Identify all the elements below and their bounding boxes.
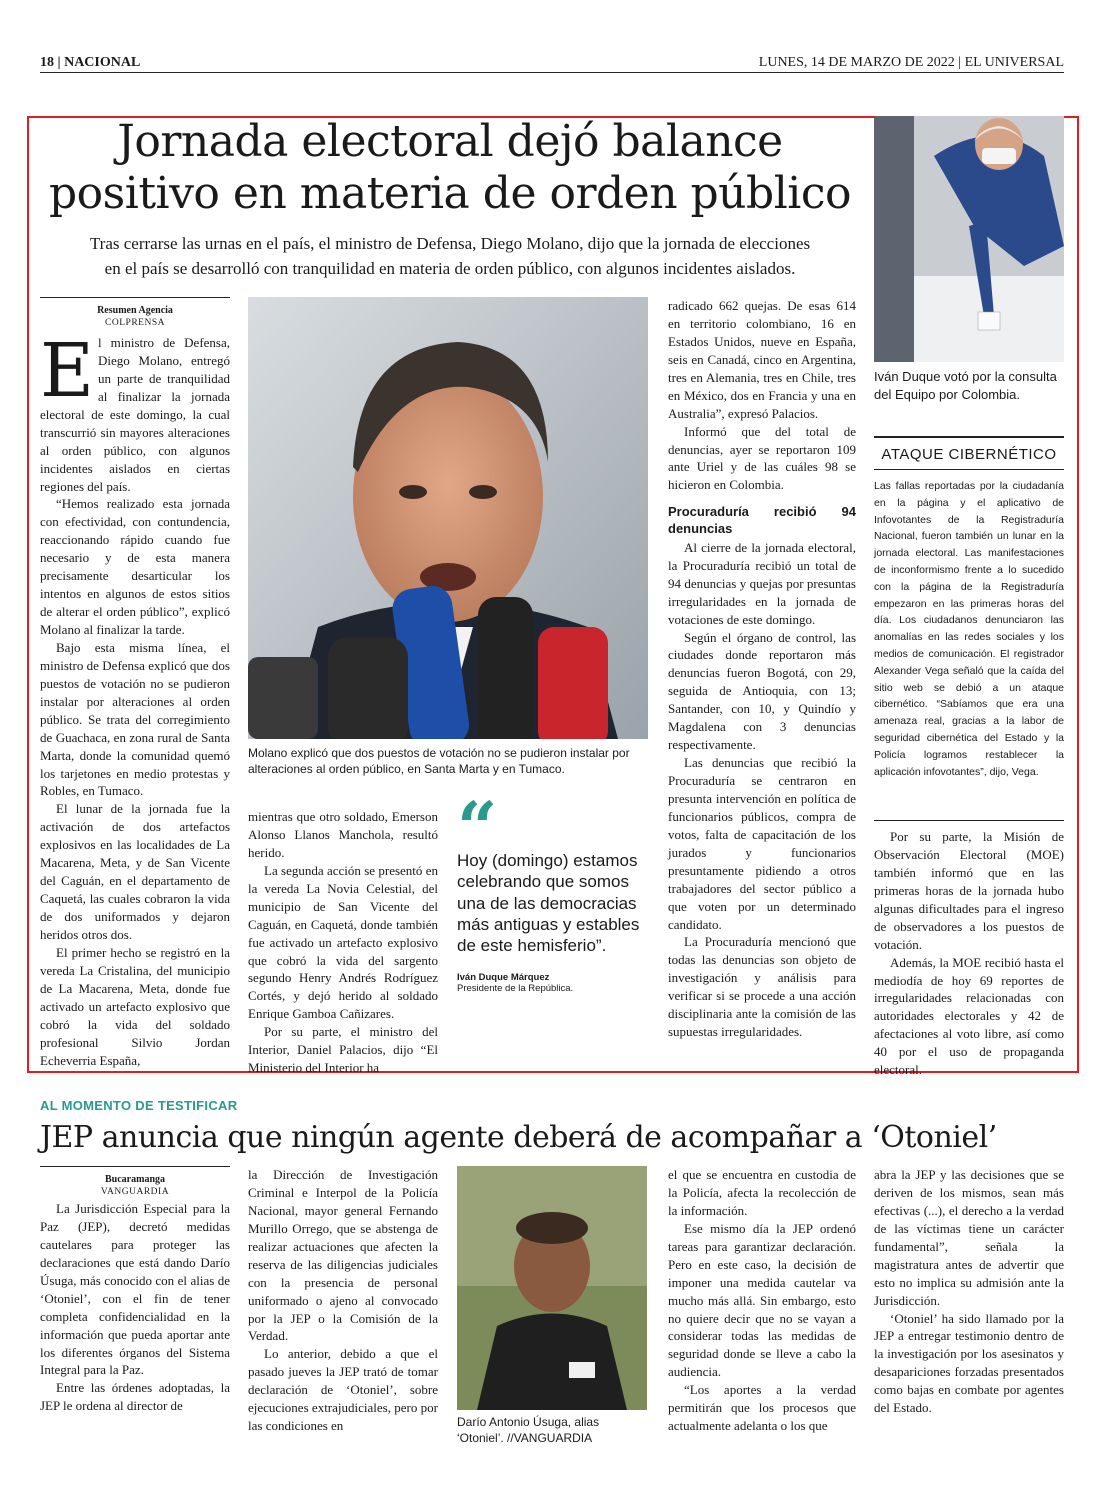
page-section: 18 | NACIONAL	[40, 55, 141, 70]
paragraph: Según el órgano de control, las ciudades donde reportaron más denuncias fueron Bogotá, con 29, seguida de Antioquia, con 13; Santander, con 10, y Quindío y Magdalena con 3 denuncias respectivamente.	[668, 629, 856, 753]
paragraph: mientras que otro soldado, Emerson Alonso Llanos Manchola, resultó herido.	[248, 809, 438, 860]
headline	[40, 116, 860, 220]
byline-org: VANGUARDIA	[100, 1187, 170, 1197]
duque-photo-image	[874, 116, 1064, 362]
paragraph: la Dirección de Investigación Criminal e Interpol de la Policía Nacional, mayor general Fernando Murillo Orrego, que se abstenga de realizar actuaciones que afecten la reserva de las diligencias judiciales con la presencia de personal uniformado o ajeno al convocado por la JEP o la Comisión de la Verdad.	[248, 1167, 438, 1344]
duque-photo	[874, 116, 1064, 362]
paragraph: “Hemos realizado esta jornada con efectividad, con contundencia, reaccionando rápido cuando fue necesario y de esta manera precisamente desarticular los intentos en algunos de estos sitios de alterar el orden público”, explicó Molano al finalizar la tarde.	[40, 496, 230, 637]
duque-photo-caption: Iván Duque votó por la consulta del Equipo por Colombia.	[874, 369, 1057, 402]
paragraph: l ministro de Defensa, Diego Molano, entregó un parte de tranquilidad al finalizar la jornada electoral de este domingo, la cual transcurrió sin mayores alteraciones al orden público, con algunos incidentes aislados en ciertas regiones del país.	[40, 335, 230, 494]
paragraph: “Los aportes a la verdad permitirán que los procesos que actualmente adelanta o los que	[668, 1382, 856, 1434]
deck-line-1: Tras cerrarse las urnas en el país, el ministro de Defensa, Diego Molano, dijo que la jornada de elecciones	[89, 234, 811, 253]
paragraph: La segunda acción se presentó en la vereda La Novia Celestial, del municipio de San Vicente del Caguán, en Caquetá, donde también fue activado un artefacto explosivo que cobró la vida del sargento segundo Henry Andrés Rodríguez Cortés, y dejó herido al soldado Enrique Gamboa Cañizares.	[248, 862, 438, 1022]
story2-column-4	[874, 1166, 1064, 1417]
deck	[40, 232, 860, 281]
paragraph: abra la JEP y las decisiones que se deriven de los mismos, sean más efectivas (...), el derecho a la verdad de las víctimas tiene un carácter fundamental”, señala la magistratura antes de advertir que esto no implica su admisión ante la Jurisdicción.	[874, 1167, 1064, 1308]
pull-quote	[457, 786, 647, 995]
story2-column-1	[40, 1200, 230, 1415]
subhead: Procuraduría recibió 94 denuncias	[668, 504, 856, 536]
sidebox-title: ATAQUE CIBERNÉTICO	[874, 438, 1064, 470]
headline-line-1: Jornada electoral dejó balance	[117, 116, 783, 167]
paragraph: Además, la MOE recibió hasta el mediodía de hoy 69 reportes de irregularidades relacionadas con autoridades electorales y 42 de afectaciones al voto libre, así como 40 por el uso de propaganda electoral.	[874, 954, 1064, 1078]
sidebox-text: Las fallas reportadas por la ciudadanía en la página y el aplicativo de Infovotantes de la Registraduría Nacional, fueron también un lunar en la jornada electoral. Las manifestaciones de inconformismo frente a lo sucedido con la página de la Registraduría empezaron en las primeras horas del día. Los ciudadanos denunciaron las anomalías en las redes sociales y los medios de comunicación. El registrador Alexander Vega señaló que la caída del sitio web se debió a un ataque cibernético. “Sabíamos que era una amenaza real, gracias a la labor de seguridad cibernética del Estado y la Policía logramos restablecer la aplicación infovotantes”, dijo, Vega.	[874, 480, 1064, 778]
paragraph: radicado 662 quejas. De esas 614 en territorio colombiano, 16 en Estados Unidos, nueve en España, seis en Canadá, cinco en Argentina, tres en Alemania, tres en Chile, tres en México, dos en Francia y una en Australia”, expresó Palacios.	[668, 298, 856, 421]
molano-photo-image	[248, 297, 648, 739]
story2-column-2	[248, 1166, 438, 1435]
sidebox-divider	[874, 820, 1064, 821]
quote-role: Presidente de la República.	[457, 983, 574, 995]
headline-2: JEP anuncia que ningún agente deberá de acompañar a ‘Otoniel’	[40, 1120, 997, 1155]
paragraph: La Procuraduría mencionó que todas las denuncias son objeto de investigación y análisis para verificar si se procede a una acción disciplinaria ante la comisión de las supuestas irregularidades.	[668, 934, 856, 1040]
kicker: AL MOMENTO DE TESTIFICAR	[40, 1098, 238, 1113]
story1-column-2	[248, 808, 438, 1077]
otoniel-photo	[457, 1166, 647, 1410]
paragraph: Las denuncias que recibió la Procuraduría se centraron en presunta intervención en política de funcionarios públicos, compra de votos, falta de capacitación de los jurados y funcionarios presuntamente pidiendo a otros trabajadores del sector público a que voten por un determinado candidato.	[668, 755, 856, 932]
paragraph: ‘Otoniel’ ha sido llamado por la JEP a entregar testimonio dentro de la investigación por los asesinatos y desapariciones forzadas presentados como bajas en combate por agentes del Estado.	[874, 1310, 1064, 1416]
paragraph: Informó que del total de denuncias, ayer se reportaron 109 ante Uriel y de las cuáles 98 se hicieron en Colombia.	[668, 423, 856, 493]
quote-mark: “	[457, 786, 498, 869]
otoniel-photo-image	[457, 1166, 647, 1410]
story1-column-3	[668, 297, 856, 1041]
molano-photo	[248, 297, 648, 739]
story1-column-4	[874, 828, 1064, 1079]
paragraph: el que se encuentra en custodia de la Policía, afecta la recolección de la información.	[668, 1167, 856, 1218]
sidebox	[874, 436, 1064, 780]
story2-column-3	[668, 1166, 856, 1435]
date-paper: LUNES, 14 DE MARZO DE 2022 | EL UNIVERSAL	[758, 55, 1064, 70]
paragraph: El lunar de la jornada fue la activación de dos artefactos explosivos en las localidades de La Macarena, Meta, y de San Vicente del Caguán, en el departamento de Caquetá, las cuales cobraron la vida de dos uniformados y dejaron heridos otros dos.	[40, 801, 230, 942]
paragraph: La Jurisdicción Especial para la Paz (JEP), decretó medidas cautelares para proteger las declaraciones que está dando Darío Úsuga, más conocido con el alias de ‘Otoniel’, con el fin de tener completa confidencialidad en la información que pueda aportar ante los diferentes órganos del Sistema Integral para la Paz.	[40, 1201, 230, 1378]
byline-block-2	[40, 1166, 230, 1198]
molano-photo-caption: Molano explicó que dos puestos de votación no se pudieron instalar por alteraciones al orden público, en Santa Marta y en Tumaco.	[248, 746, 630, 777]
paragraph: Lo anterior, debido a que el pasado jueves la JEP trató de tomar declaración de ‘Otoniel’, sobre ejecuciones extrajudiciales, pero por las condiciones en	[248, 1346, 438, 1434]
paragraph: Por su parte, el ministro del Interior, Daniel Palacios, dijo “El Ministerio del Interior ha	[248, 1024, 438, 1076]
headline-line-2: positivo en materia de orden público	[49, 167, 851, 219]
dropcap: E	[40, 328, 95, 414]
byline-block	[40, 297, 230, 329]
paragraph: Ese mismo día la JEP ordenó tareas para garantizar declaración. Pero en este caso, la decisión de imponer una medida cautelar va mucho más allá. Sin embargo, esto no quiere decir que no se vayan a considerar todas las medidas de seguridad donde se lleve a cabo la audiencia.	[668, 1220, 856, 1380]
paragraph: Al cierre de la jornada electoral, la Procuraduría recibió un total de 94 denuncias y quejas por presuntas irregularidades en la jornada de votaciones de este domingo.	[668, 539, 856, 627]
deck-line-2: en el país se desarrolló con tranquilidad en materia de orden público, con algunos incidentes aislados.	[104, 258, 796, 278]
story1-column-1	[40, 328, 230, 1069]
byline: Bucaramanga	[105, 1174, 165, 1185]
quote-text: Hoy (domingo) estamos celebrando que somos una de las democracias más antiguas y estables de este hemisferio”.	[457, 851, 640, 955]
quote-author: Iván Duque Márquez	[457, 972, 550, 984]
paragraph: Bajo esta misma línea, el ministro de Defensa explicó que dos puestos de votación no se pudieron instalar por alteraciones al orden público. Se trata del corregimiento de Guachaca, en zona rural de Santa Marta, donde la comunidad quemó los tarjetones en medio protestas y Robles, en Tumaco.	[40, 639, 230, 799]
otoniel-photo-caption: Darío Antonio Úsuga, alias ‘Otoniel’. //VANGUARDIA	[457, 1415, 600, 1446]
paragraph: El primer hecho se registró en la vereda La Cristalina, del municipio de La Macarena, Meta, donde fue activado un artefacto explosivo que cobró la vida del soldado profesional Silvio Jordan Echeverria España,	[40, 944, 230, 1068]
byline-org: COLPRENSA	[105, 318, 165, 328]
paragraph: Por su parte, la Misión de Observación Electoral (MOE) también informó que en las primeras horas de la jornada hubo algunas dificultades para el ingreso de observadores a los puestos de votación.	[874, 829, 1064, 952]
paragraph: Entre las órdenes adoptadas, la JEP le ordena al director de	[40, 1380, 230, 1414]
byline: Resumen Agencia	[97, 305, 173, 316]
